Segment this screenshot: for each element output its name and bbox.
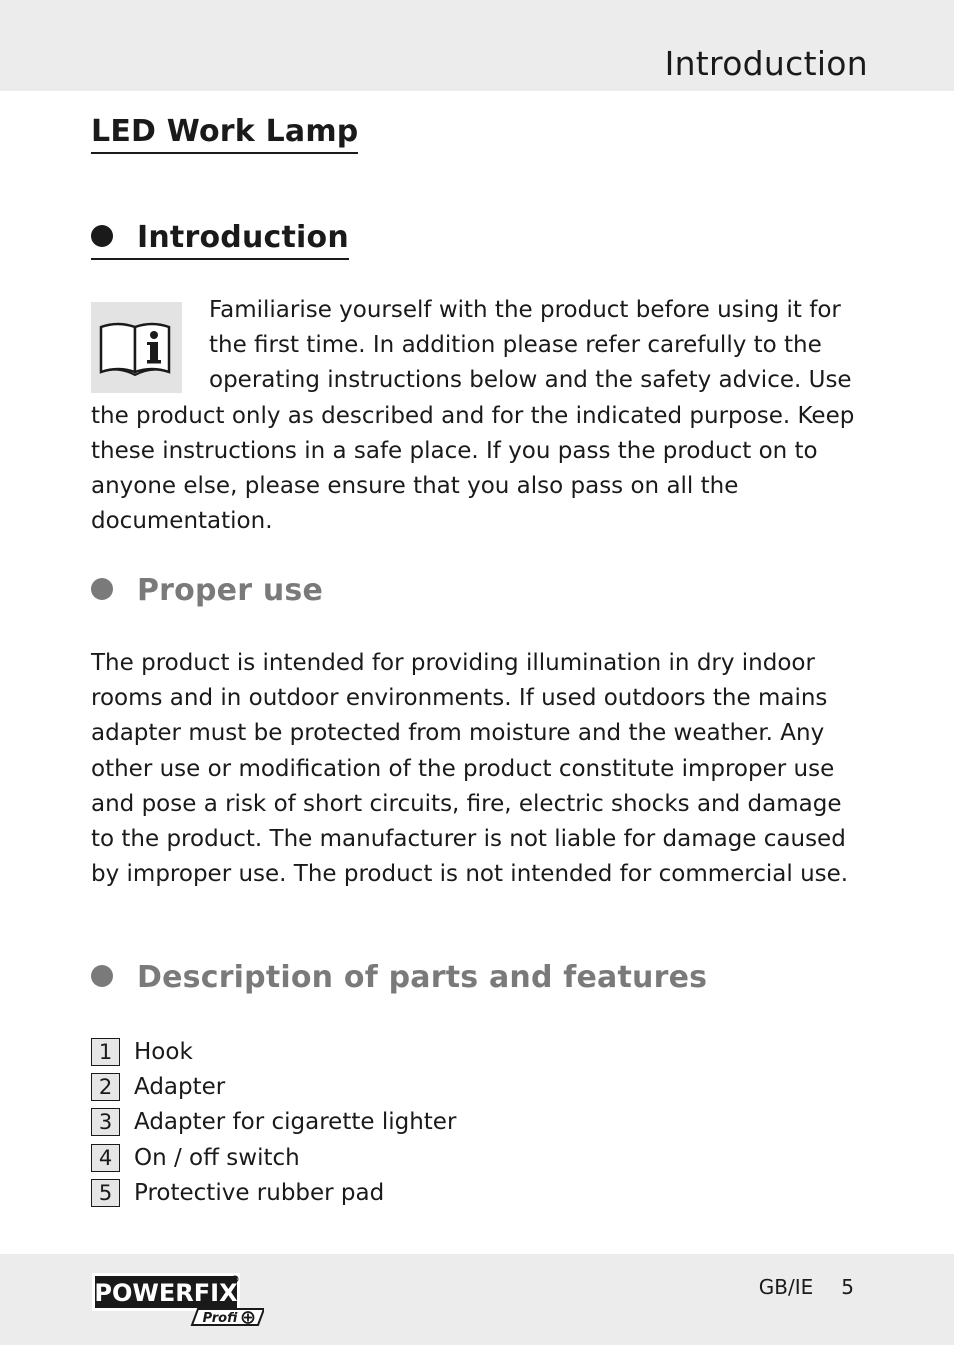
heading-proper-use-text: Proper use [137,573,324,608]
svg-text:Profi: Profi [202,1311,238,1326]
part-number: 2 [91,1073,120,1101]
footer-meta [759,1273,854,1301]
part-label: Hook [134,1038,193,1065]
bullet-icon [91,225,113,247]
part-number: 3 [91,1108,120,1136]
introduction-paragraph [91,293,871,539]
heading-introduction-text: Introduction [137,220,349,255]
parts-list [91,1034,456,1210]
list-item [91,1034,456,1069]
part-label: Adapter [134,1073,226,1100]
powerfix-profi-logo [92,1273,264,1327]
list-item [91,1140,456,1175]
list-item [91,1175,456,1210]
proper-use-paragraph: The product is intended for providing illumination in dry indoor rooms and in outdoor environments. If used outdoors the mains adapter must be protected from moisture and the weather. Any other use or modification of the product constitute improper use and pose a risk of short circuits, fire, electric shocks and damage to the product. The manufacturer is not liable for damage caused by improper use. The product is not intended for commercial use. [91,650,849,888]
introduction-text: Familiarise yourself with the product before using it for the first time. In addition please refer carefully to the operating instructions below and the safety advice. Use the product only as described and for the indicated purpose. Keep these instructions in a safe place. If you pass the product on to anyone else, please ensure that you also pass on all the documentation. [91,297,855,535]
header-title: Introduction [664,44,868,83]
heading-introduction [91,218,349,260]
svg-text:POWERFIX: POWERFIX [94,1279,238,1307]
part-number: 5 [91,1179,120,1207]
region-code: GB/IE [758,1275,814,1299]
bullet-icon [91,965,113,987]
bullet-icon [91,578,113,600]
part-number: 4 [91,1144,120,1172]
list-item [91,1105,456,1140]
part-label: Protective rubber pad [134,1179,385,1206]
part-label: On / off switch [134,1144,300,1171]
document-title: LED Work Lamp [91,112,358,154]
part-label: Adapter for cigarette lighter [134,1109,457,1136]
list-item [91,1069,456,1104]
part-number: 1 [91,1038,120,1066]
heading-proper-use [91,571,323,611]
heading-parts [91,958,707,998]
page-number: 5 [841,1275,854,1299]
heading-parts-text: Description of parts and features [137,960,708,995]
